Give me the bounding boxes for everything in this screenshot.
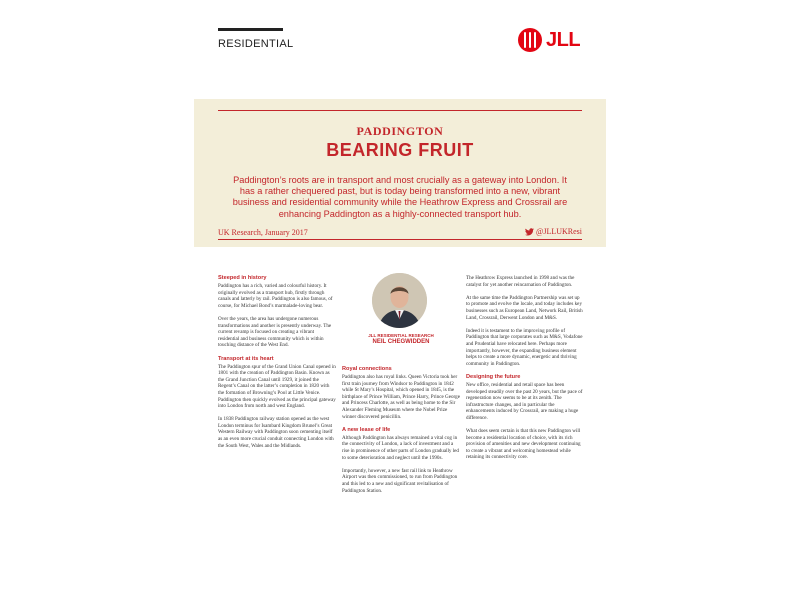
- subheading-transport: Transport at its heart: [218, 355, 274, 362]
- paragraph: Paddington also has royal links. Queen Victoria took her first train journey from Windsor to Paddington in 1842 while St Mary’s Hospital, which opened in 1845, is the birthplace of Prince William, Prince Harry, Prince George and Princess Charlotte, as well as being home to the Sir Alexander Fleming Museum where the Nobel Prize winner discovered penicillin.: [342, 374, 460, 420]
- article-column-3: [466, 275, 584, 468]
- portrait-illustration: [372, 273, 427, 328]
- twitter-handle[interactable]: @JLLUKResi: [535, 227, 582, 236]
- header-rule: [218, 28, 283, 31]
- subheading-steeped-in-history: Steeped in history: [218, 275, 267, 281]
- hero-kicker: PADDINGTON: [356, 124, 444, 138]
- publication-date: UK Research, January 2017: [218, 228, 308, 237]
- article-column-2: [342, 366, 460, 501]
- byline-kicker: JLL RESIDENTIAL RESEARCH: [368, 333, 434, 338]
- logo-text: JLL: [546, 28, 581, 51]
- paragraph: The Paddington spur of the Grand Union Canal opened in 1801 with the creation of Paddington Basin. Known as the Grand Junction Canal until 1929, it joined the Regent’s Canal on the latter’s completion in 1820 with the formation of Browning’s Pool at Little Venice. Paddington then quickly evolved as the principal gateway into London from north and west England.: [218, 363, 336, 410]
- twitter-bird-icon: [525, 228, 534, 236]
- section-label: RESIDENTIAL: [218, 38, 294, 50]
- author-portrait: [372, 273, 427, 328]
- jll-logo: [518, 27, 580, 53]
- article-column-1: [218, 275, 336, 456]
- paragraph: Paddington has a rich, varied and colourful history. It originally evolved as a transport hub, firstly through canals and latterly by rail. Paddington is also famous, of course, for Michael Bond’s marmalade-loving bear.: [218, 283, 333, 309]
- paragraph: In 1838 Paddington railway station opened as the west London terminus for Isambard Kingdom Brunel’s Great Western Railway with Paddington soon cementing itself as an even more crucial conduit connecting London with the South West, Wales and the Midlands.: [218, 416, 334, 449]
- paragraph: Importantly, however, a new fast rail link to Heathrow Airport was then commissioned, to run from Paddington and this led to a new and significant revitalisation of Paddington Station.: [342, 467, 458, 494]
- paragraph: Indeed it is testament to the improving profile of Paddington that large corporates such as M&S, Vodafone and Prudential have relocated here. Perhaps more importantly, however, the expanding business element helps to create a more dynamic, energetic and thriving community in Paddington.: [466, 327, 583, 367]
- subheading-royal-connections: Royal connections: [342, 366, 392, 372]
- byline-name: NEIL CHEGWIDDEN: [372, 339, 430, 345]
- hero-bottom-rule: [218, 239, 582, 240]
- paragraph: Over the years, the area has undergone numerous transformations and another is presently underway. The current revamp is focused on creating a vibrant residential and business community which is within touching distance of the West End.: [218, 315, 332, 349]
- paragraph: Although Paddington has always remained a vital cog in the connectivity of London, a lack of investment and a rise in prominence of other parts of London gradually led to some deterioration and neglect until the 1990s.: [342, 434, 459, 461]
- hero-top-rule: [218, 110, 582, 111]
- hero-intro: Paddington’s roots are in transport and most crucially as a gateway into London. It has a rather chequered past, but is today being transformed into a new, vibrant business and residential community while the Heathrow Express and Crossrail are enhancing Paddington as a highly-connected transport hub.: [232, 175, 568, 219]
- hero-headline: BEARING FRUIT: [326, 140, 474, 160]
- paragraph: At the same time the Paddington Partnership was set up to promote and evolve the locale, and today includes key businesses such as European Land, Network Rail, British Land, Crossrail, Derwent London and M&S.: [466, 294, 583, 321]
- hero-panel: [194, 99, 606, 247]
- paragraph: What does seem certain is that this new Paddington will become a residential location of choice, with its rich provision of amenities and new development continuing to create a vibrant and welcoming homestead while retaining its connectivity core.: [466, 428, 581, 461]
- subheading-new-lease: A new lease of life: [342, 426, 391, 433]
- paragraph: The Heathrow Express launched in 1998 and was the catalyst for yet another reincarnation of Paddington.: [466, 275, 575, 288]
- subheading-designing-future: Designing the future: [466, 373, 521, 380]
- jll-logo-icon: [518, 28, 542, 52]
- twitter-credit[interactable]: [525, 227, 582, 236]
- paragraph: New office, residential and retail space has been developed steadily over the past 20 years, but the pace of regeneration now seems to be at its zenith. The infrastructure changes, and in particular the enhancements induced by Crossrail, are making a huge difference.: [466, 381, 583, 421]
